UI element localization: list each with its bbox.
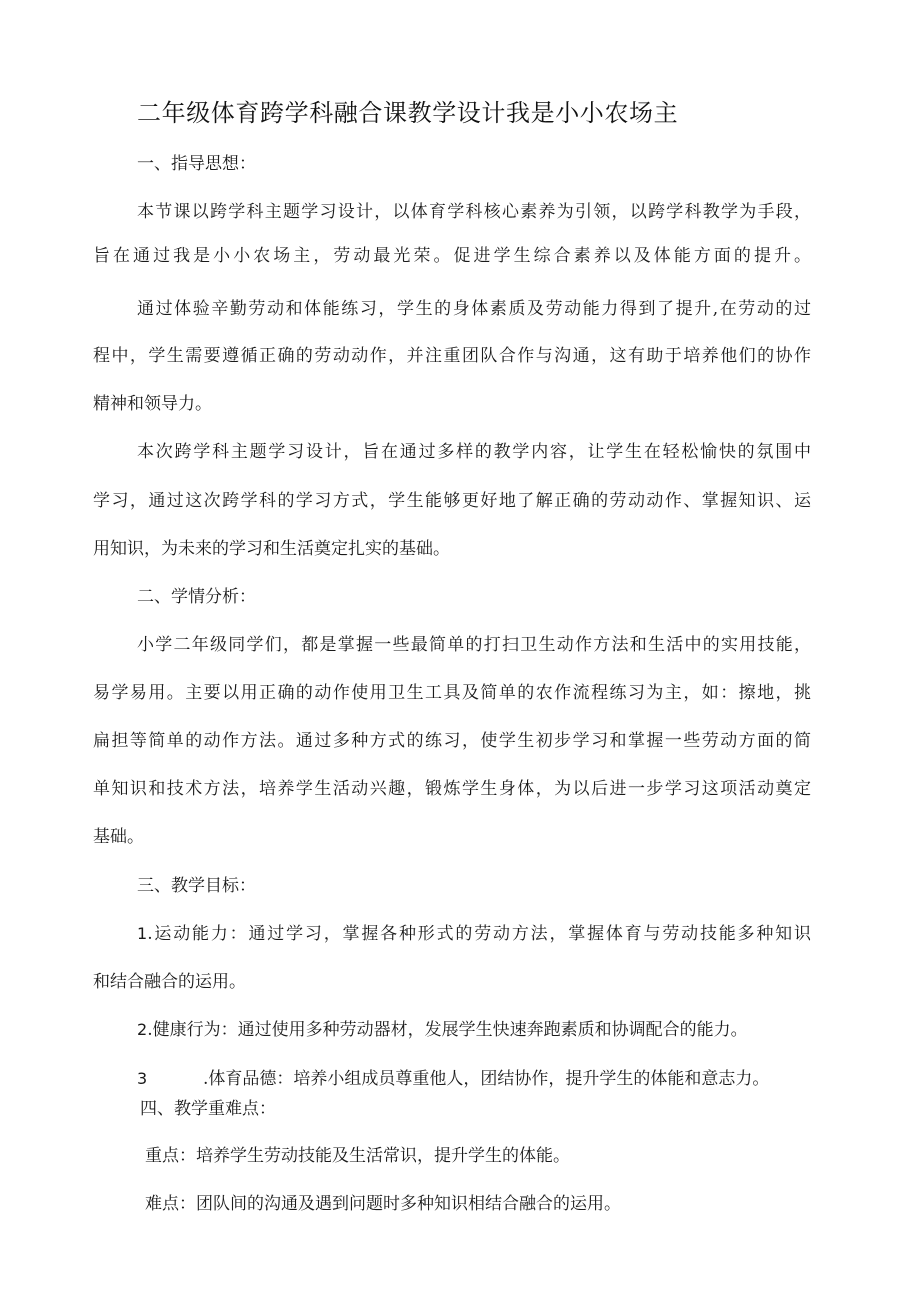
paragraph-line: 扁担等简单的动作方法。通过多种方式的练习，使学生初步学习和掌握一些劳动方面的简 bbox=[93, 731, 811, 751]
paragraph-line: 小学二年级同学们，都是掌握一些最简单的打扫卫生动作方法和生活中的实用技能， bbox=[137, 635, 811, 655]
paragraph-line: 基础。 bbox=[93, 827, 144, 847]
goal-item-2 bbox=[137, 1017, 748, 1043]
goal-text: .体育品德：培养小组成员尊重他人，团结协作，提升学生的体能和意志力。 bbox=[203, 1069, 770, 1089]
document-title: 二年级体育跨学科融合课教学设计我是小小农场主 bbox=[137, 99, 679, 127]
paragraph-line: 通过体验辛勤劳动和体能练习，学生的身体素质及劳动能力得到了提升,在劳动的过 bbox=[137, 299, 811, 319]
goal-item-3 bbox=[137, 1066, 769, 1092]
goal-item-1-continuation: 和结合融合的运用。 bbox=[93, 972, 246, 992]
goal-number: 3 bbox=[137, 1069, 148, 1088]
difficult-point: 难点：团队间的沟通及遇到问题时多种知识相结合融合的运用。 bbox=[145, 1194, 621, 1214]
paragraph-line: 易学易用。主要以用正确的动作使用卫生工具及简单的农作流程练习为主，如：擦地，挑 bbox=[93, 683, 811, 703]
goal-number: 2 bbox=[137, 1020, 148, 1039]
paragraph-line: 旨在通过我是小小农场主，劳动最光荣。促进学生综合素养以及体能方面的提升。 bbox=[93, 246, 811, 266]
section-heading-learning-analysis: 二、学情分析： bbox=[137, 587, 256, 607]
paragraph-line: 本次跨学科主题学习设计，旨在通过多样的教学内容，让学生在轻松愉快的氛围中 bbox=[137, 442, 811, 462]
section-heading-teaching-goals: 三、教学目标： bbox=[137, 876, 256, 896]
goal-text: .健康行为：通过使用多种劳动器材，发展学生快速奔跑素质和协调配合的能力。 bbox=[147, 1020, 748, 1040]
paragraph-line: 本节课以跨学科主题学习设计，以体育学科核心素养为引领，以跨学科教学为手段， bbox=[137, 202, 811, 222]
goal-number: 1 bbox=[137, 924, 148, 943]
goal-item-1 bbox=[137, 921, 811, 947]
goal-text: .运动能力：通过学习，掌握各种形式的劳动方法，掌握体育与劳动技能多种知识 bbox=[147, 924, 811, 944]
paragraph-line: 学习，通过这次跨学科的学习方式，学生能够更好地了解正确的劳动动作、掌握知识、运 bbox=[93, 491, 811, 511]
paragraph-line: 精神和领导力。 bbox=[93, 394, 212, 414]
paragraph-line: 单知识和技术方法，培养学生活动兴趣，锻炼学生身体，为以后进一步学习这项活动奠定 bbox=[93, 779, 811, 799]
section-heading-guiding-ideology: 一、指导思想： bbox=[137, 154, 256, 174]
section-heading-key-difficult-points: 四、教学重难点： bbox=[140, 1099, 276, 1119]
paragraph-line: 程中，学生需要遵循正确的劳动动作，并注重团队合作与沟通，这有助于培养他们的协作 bbox=[93, 346, 811, 366]
key-point: 重点：培养学生劳动技能及生活常识，提升学生的体能。 bbox=[145, 1146, 570, 1166]
paragraph-line: 用知识，为未来的学习和生活奠定扎实的基础。 bbox=[93, 539, 450, 559]
